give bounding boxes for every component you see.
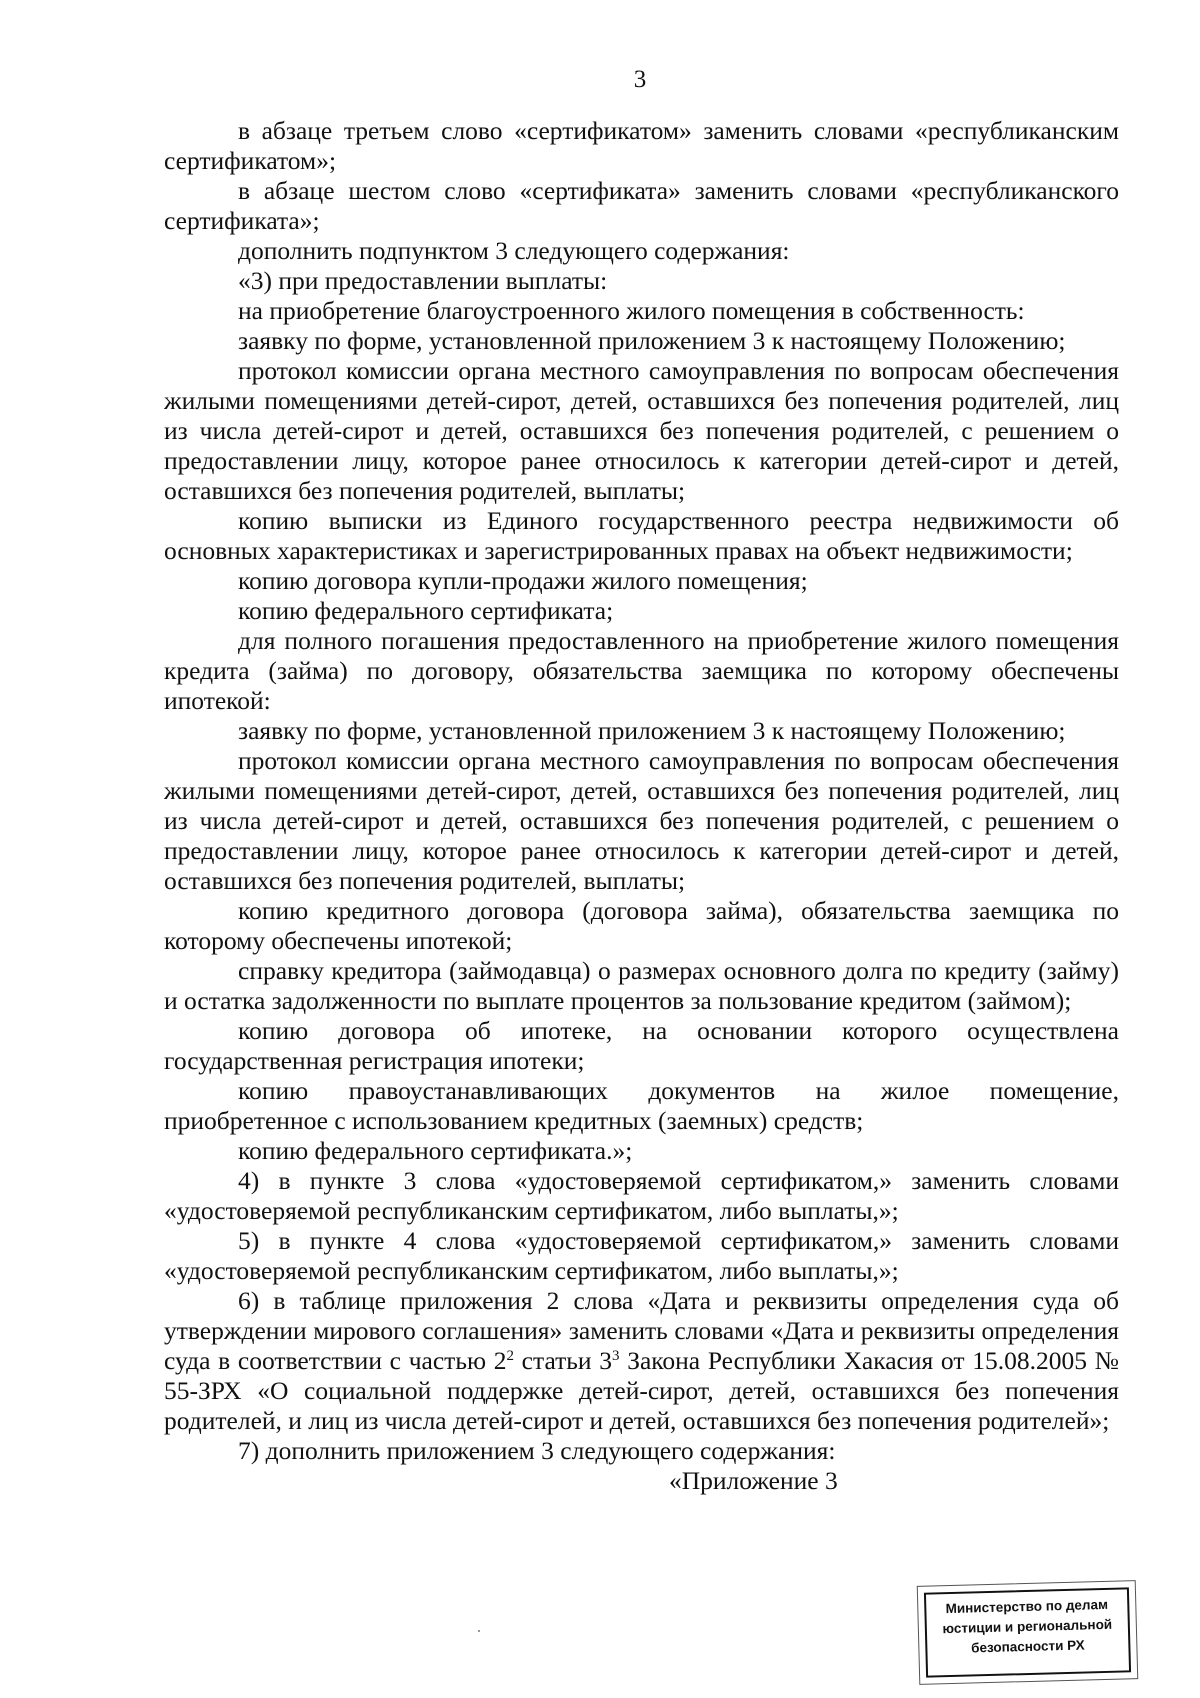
paragraph-11: для полного погашения предоставленного на приобретение жилого помещения кредита (займа) по договору, обязательства заемщика по которому обеспечены ипотекой: (164, 626, 1119, 715)
paragraph-16: копию договора об ипотеке, на основании которого осуществлена государственная регистрация ипотеки; (164, 1016, 1119, 1075)
paragraph-7: протокол комиссии органа местного самоуправления по вопросам обеспечения жилыми помещениями детей-сирот, детей, оставшихся без попечения родителей, лиц из числа детей-сирот и детей, оставшихся без попечения родителей, с решением о предоставлении лицу, которое ранее относилось к категории детей-сирот и детей, оставшихся без попечения родителей, выплаты; (164, 356, 1119, 505)
paragraph-21-part-3: Закона Республики Хакасия от 15.08.2005 № 55-ЗРХ «О социальной поддержке детей-сирот, детей, оставшихся без попечения родителей, и лиц из числа детей-сирот и детей, оставшихся без попечения родителей»; (164, 1346, 1119, 1435)
paragraph-14: копию кредитного договора (договора займа), обязательства заемщика по которому обеспечены ипотекой; (164, 896, 1119, 955)
paragraph-17: копию правоустанавливающих документов на жилое помещение, приобретенное с использованием кредитных (заемных) средств; (164, 1076, 1119, 1135)
stamp-line-1: Министерство по делам (945, 1596, 1109, 1617)
superscript-part: 2 (506, 1348, 514, 1364)
paragraph-8: копию выписки из Единого государственного реестра недвижимости об основных характеристиках и зарегистрированных правах на объект недвижимости; (164, 506, 1119, 565)
paragraph-1: в абзаце третьем слово «сертификатом» заменить словами «республиканским сертификатом»; (164, 116, 1119, 175)
superscript-article: 3 (612, 1348, 620, 1364)
ministry-stamp (924, 1587, 1131, 1677)
paragraph-21-part-1: 6) в таблице приложения 2 слова «Дата и реквизиты определения суда об утверждении мирового соглашения» заменить словами «Дата и реквизиты определения суда в соответствии с частью 2 (164, 1286, 1119, 1375)
paragraph-12: заявку по форме, установленной приложением 3 к настоящему Положению; (238, 716, 1066, 745)
paragraph-18: копию федерального сертификата.»; (238, 1136, 633, 1165)
stamp-line-3: безопасности РХ (970, 1637, 1085, 1656)
paragraph-4: «3) при предоставлении выплаты: (238, 266, 608, 295)
paragraph-2: в абзаце шестом слово «сертификата» заменить словами «республиканского сертификата»; (164, 176, 1119, 235)
stamp-line-2: юстиции и региональной (942, 1616, 1113, 1637)
paragraph-9: копию договора купли-продажи жилого помещения; (238, 566, 808, 595)
page-number: 3 (633, 66, 647, 93)
paragraph-15: справку кредитора (займодавца) о размерах основного долга по кредиту (займу) и остатка задолженности по выплате процентов за пользование кредитом (займом); (164, 956, 1119, 1015)
paragraph-21 (164, 1286, 1119, 1436)
paragraph-5: на приобретение благоустроенного жилого помещения в собственность: (238, 296, 1025, 325)
paragraph-20: 5) в пункте 4 слова «удостоверяемой сертификатом,» заменить словами «удостоверяемой республиканским сертификатом, либо выплаты,»; (164, 1226, 1119, 1285)
paragraph-22: 7) дополнить приложением 3 следующего содержания: (238, 1436, 836, 1465)
paragraph-21-part-2: статьи 3 (513, 1346, 612, 1375)
document-body (164, 116, 1119, 1496)
scan-speck (478, 1630, 480, 1632)
paragraph-10: копию федерального сертификата; (238, 596, 614, 625)
paragraph-3: дополнить подпунктом 3 следующего содержания: (238, 236, 790, 265)
paragraph-19: 4) в пункте 3 слова «удостоверяемой сертификатом,» заменить словами «удостоверяемой республиканским сертификатом, либо выплаты,»; (164, 1166, 1119, 1225)
appendix-heading: «Приложение 3 (669, 1466, 838, 1495)
paragraph-6: заявку по форме, установленной приложением 3 к настоящему Положению; (238, 326, 1066, 355)
paragraph-13: протокол комиссии органа местного самоуправления по вопросам обеспечения жилыми помещениями детей-сирот, детей, оставшихся без попечения родителей, лиц из числа детей-сирот и детей, оставшихся без попечения родителей, с решением о предоставлении лицу, которое ранее относилось к категории детей-сирот и детей, оставшихся без попечения родителей, выплаты; (164, 746, 1119, 895)
